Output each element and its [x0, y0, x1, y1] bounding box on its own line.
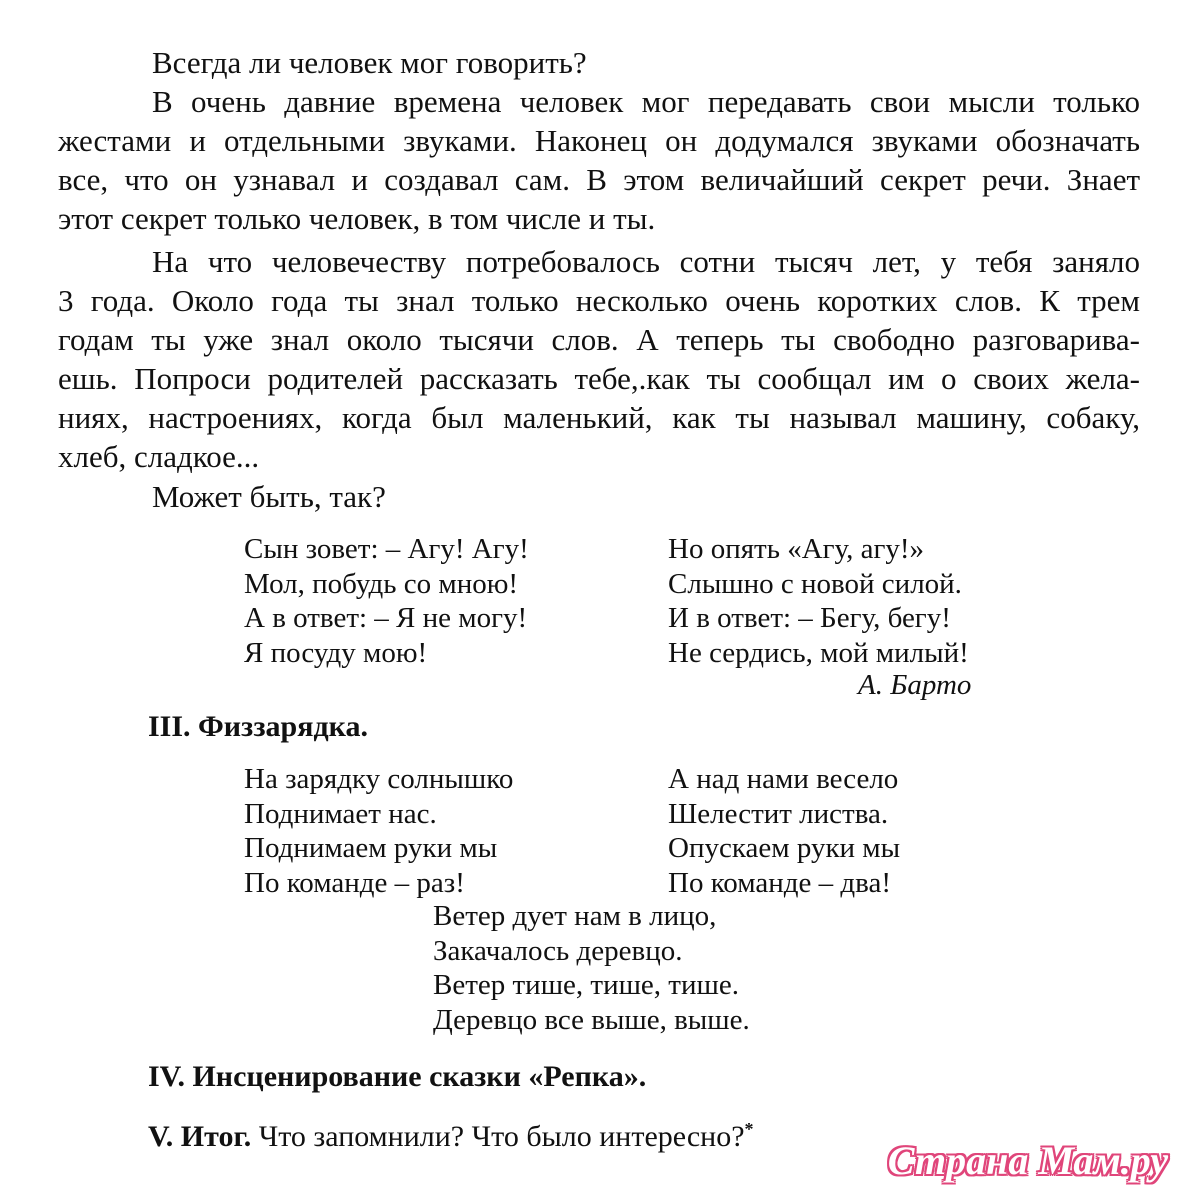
- poem-line: Поднимает нас.: [244, 797, 437, 830]
- poem2-center-stanza: [433, 899, 750, 1037]
- section-3-heading: III. Физзарядка.: [148, 710, 368, 743]
- poem-line: Я посуду мою!: [244, 636, 428, 669]
- paragraph-line: ниях, настроениях, когда был маленький, как ты называл машину, собаку,: [58, 400, 1140, 435]
- poem1-right-stanza: [668, 532, 969, 670]
- poem-line: А над нами весело: [668, 763, 899, 795]
- poem-line: Поднимаем руки мы: [244, 832, 498, 864]
- poem-line: А в ответ: – Я не могу!: [244, 602, 528, 634]
- section-4-heading: IV. Инсценирование сказки «Репка».: [148, 1060, 647, 1093]
- paragraph-line: 3 года. Около года ты знал только несколько очень коротких слов. К трем: [58, 283, 1140, 318]
- poem2-right-stanza: [668, 762, 900, 900]
- paragraph-line: жестами и отдельными звуками. Наконец он додумался звуками обозначать: [58, 123, 1140, 158]
- paragraph-2: [58, 242, 1140, 476]
- poem-line: Ветер тише, тише, тише.: [433, 969, 739, 1001]
- maybe-line: Может быть, так?: [152, 479, 386, 514]
- section-5-heading: [148, 1119, 754, 1154]
- poem1-left-stanza: [244, 532, 529, 670]
- section-5-text: Что запомнили? Что было интересно?: [258, 1120, 745, 1153]
- intro-question: Всегда ли человек мог говорить?: [152, 45, 587, 80]
- poem-line: Опускаем руки мы: [668, 832, 901, 864]
- poem-line: Слышно с новой силой.: [668, 567, 962, 600]
- poem-line: Но опять «Агу, агу!»: [668, 533, 925, 565]
- poem-line: По команде – раз!: [244, 866, 465, 899]
- paragraph-line: ешь. Попроси родителей рассказать тебе,.как ты сообщал им о своих жела-: [58, 361, 1140, 396]
- poem-line: Не сердись, мой милый!: [668, 636, 969, 669]
- poem-line: По команде – два!: [668, 866, 892, 899]
- paragraph-line: годам ты уже знал около тысячи слов. А теперь ты свободно разговарива-: [58, 322, 1140, 357]
- site-watermark-logo: Страна Мам.ру: [887, 1138, 1168, 1183]
- poem-line: Шелестит листва.: [668, 797, 889, 830]
- paragraph-line: На что человечеству потребовалось сотни тысяч лет, у тебя заняло: [152, 244, 1140, 279]
- paragraph-line: этот секрет только человек, в том числе и ты.: [58, 201, 656, 236]
- poem-line: Сын зовет: – Агу! Агу!: [244, 533, 529, 565]
- paragraph-line: все, что он узнавал и создавал сам. В этом величайший секрет речи. Знает: [58, 162, 1140, 197]
- poem-line: Мол, побудь со мною!: [244, 567, 519, 600]
- poem-author: А. Барто: [858, 669, 972, 701]
- poem-line: Закачалось деревцо.: [433, 934, 683, 967]
- poem-line: На зарядку солнышко: [244, 763, 514, 795]
- poem2-left-stanza: [244, 762, 513, 900]
- poem-line: Ветер дует нам в лицо,: [433, 900, 717, 932]
- poem-line: Деревцо все выше, выше.: [433, 1003, 750, 1036]
- footnote-mark: *: [744, 1119, 754, 1139]
- poem-line: И в ответ: – Бегу, бегу!: [668, 602, 951, 634]
- paragraph-1: [58, 82, 1140, 238]
- paragraph-line: В очень давние времена человек мог передавать свои мысли только: [152, 84, 1140, 119]
- section-5-title: V. Итог.: [148, 1120, 252, 1153]
- paragraph-line: хлеб, сладкое...: [58, 439, 260, 474]
